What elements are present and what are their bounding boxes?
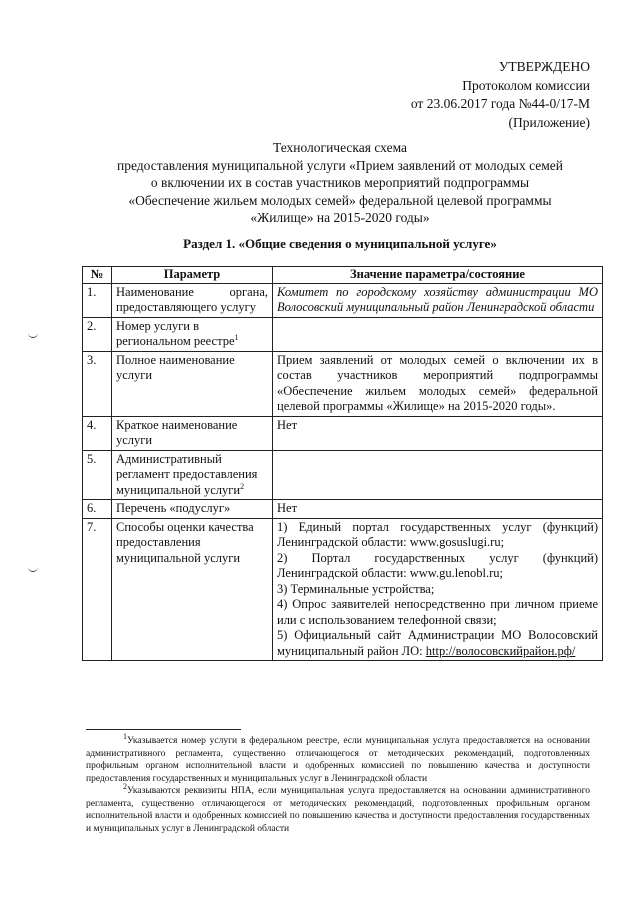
row-parameter: Наименование органа, предоставляющего услугу xyxy=(112,283,273,317)
row-number: 7. xyxy=(83,518,112,661)
official-site-link[interactable]: http://волосовскийрайон.рф/ xyxy=(425,643,576,658)
binder-mark-top xyxy=(28,332,38,338)
row-value: Прием заявлений от молодых семей о включении их в состав участников мероприятий подпрограммы «Обеспечение жильем молодых семей» федеральной целевой программы «Жилище» на 2015-2020 годы». xyxy=(273,351,603,416)
footnote-2-text: Указываются реквизиты НПА, если муниципальная услуга предоставляется на основании административного регламента, существенно отличающегося от методических рекомендаций, подготовленных профильным органом исполнительной власти и одобренных комиссией по повышению качества и доступности предоставления государственных и муниципальных услуг в Ленинградской области xyxy=(86,786,590,834)
row-value: Комитет по городскому хозяйству администрации МО Волосовский муниципальный район Ленинградской области xyxy=(273,283,603,317)
row-parameter xyxy=(112,317,273,351)
row-parameter xyxy=(112,450,273,500)
table-row xyxy=(83,518,603,661)
header-number: № xyxy=(83,267,112,284)
table-row xyxy=(83,351,603,416)
row-parameter: Способы оценки качества предоставления муниципальной услуги xyxy=(112,518,273,661)
quality-method-5-text: 5) Официальный сайт Администрации МО Волосовский муниципальный район ЛО: xyxy=(277,628,598,658)
row-value xyxy=(273,518,603,661)
table-row xyxy=(83,416,603,450)
row-value: Нет xyxy=(273,500,603,519)
title-line-2: предоставления муниципальной услуги «Прием заявлений от молодых семей xyxy=(116,157,564,173)
approval-line-1: УТВЕРЖДЕНО xyxy=(498,59,590,74)
header-parameter: Параметр xyxy=(112,267,273,284)
row-parameter-text: Административный регламент предоставления муниципальной услуги xyxy=(116,451,258,497)
quality-method-2: 2) Портал государственных услуг (функций) Ленинградской области: www.gu.lenobl.ru; xyxy=(277,550,598,580)
footnote-1 xyxy=(86,731,590,785)
row-parameter: Перечень «подуслуг» xyxy=(112,500,273,519)
row-parameter: Полное наименование услуги xyxy=(112,351,273,416)
title-line-5: «Жилище» на 2015-2020 годы» xyxy=(250,210,430,225)
row-number: 2. xyxy=(83,317,112,351)
row-number: 5. xyxy=(83,450,112,500)
approval-stamp xyxy=(411,58,590,132)
row-number: 6. xyxy=(83,500,112,519)
footnote-ref-2: 2 xyxy=(240,481,245,491)
title-line-3: о включении их в состав участников мероприятий подпрограммы xyxy=(150,175,530,190)
row-number: 4. xyxy=(83,416,112,450)
document-title xyxy=(40,139,640,227)
footnote-divider xyxy=(86,729,241,730)
table-row xyxy=(83,283,603,317)
table-header-row xyxy=(83,267,603,284)
approval-line-4: (Приложение) xyxy=(508,114,590,130)
header-value: Значение параметра/состояние xyxy=(273,267,603,284)
row-value xyxy=(273,317,603,351)
parameters-table xyxy=(82,266,603,661)
row-number: 1. xyxy=(83,283,112,317)
footnote-2-mark: 2 xyxy=(123,781,127,791)
row-parameter-text: Номер услуги в региональном реестре xyxy=(116,318,235,348)
approval-line-3: от 23.06.2017 года №44-0/17-М xyxy=(410,96,590,111)
quality-method-3: 3) Терминальные устройства; xyxy=(277,581,435,596)
footnote-2 xyxy=(86,781,590,835)
quality-method-5 xyxy=(277,628,598,659)
footnote-ref-1: 1 xyxy=(234,332,239,342)
table-row xyxy=(83,317,603,351)
row-value: Нет xyxy=(273,416,603,450)
approval-line-2: Протоколом комиссии xyxy=(462,77,590,93)
binder-mark-bottom xyxy=(28,566,38,572)
title-line-4: «Обеспечение жильем молодых семей» федеральной целевой программы xyxy=(128,192,552,208)
footnotes xyxy=(86,731,590,835)
footnote-1-text: Указывается номер услуги в федеральном реестре, если муниципальная услуга предоставляется на основании административного регламента, существенно отличающегося от методических рекомендаций, подготовленных профильным органом исполнительной власти и одобренных комиссией по повышению качества и доступности предоставления государственных и муниципальных услуг в Ленинградской области xyxy=(86,736,590,784)
table-row xyxy=(83,450,603,500)
row-parameter: Краткое наименование услуги xyxy=(112,416,273,450)
row-value xyxy=(273,450,603,500)
title-line-1: Технологическая схема xyxy=(272,140,408,155)
footnote-1-mark: 1 xyxy=(123,731,127,741)
table-row xyxy=(83,500,603,519)
section-heading: Раздел 1. «Общие сведения о муниципальной услуге» xyxy=(183,236,497,251)
quality-method-1: 1) Единый портал государственных услуг (функций) Ленинградской области: www.gosuslugi.ru; xyxy=(277,519,598,549)
quality-method-4: 4) Опрос заявителей непосредственно при личном приеме или с использованием телефонной связи; xyxy=(277,597,598,627)
row-number: 3. xyxy=(83,351,112,416)
